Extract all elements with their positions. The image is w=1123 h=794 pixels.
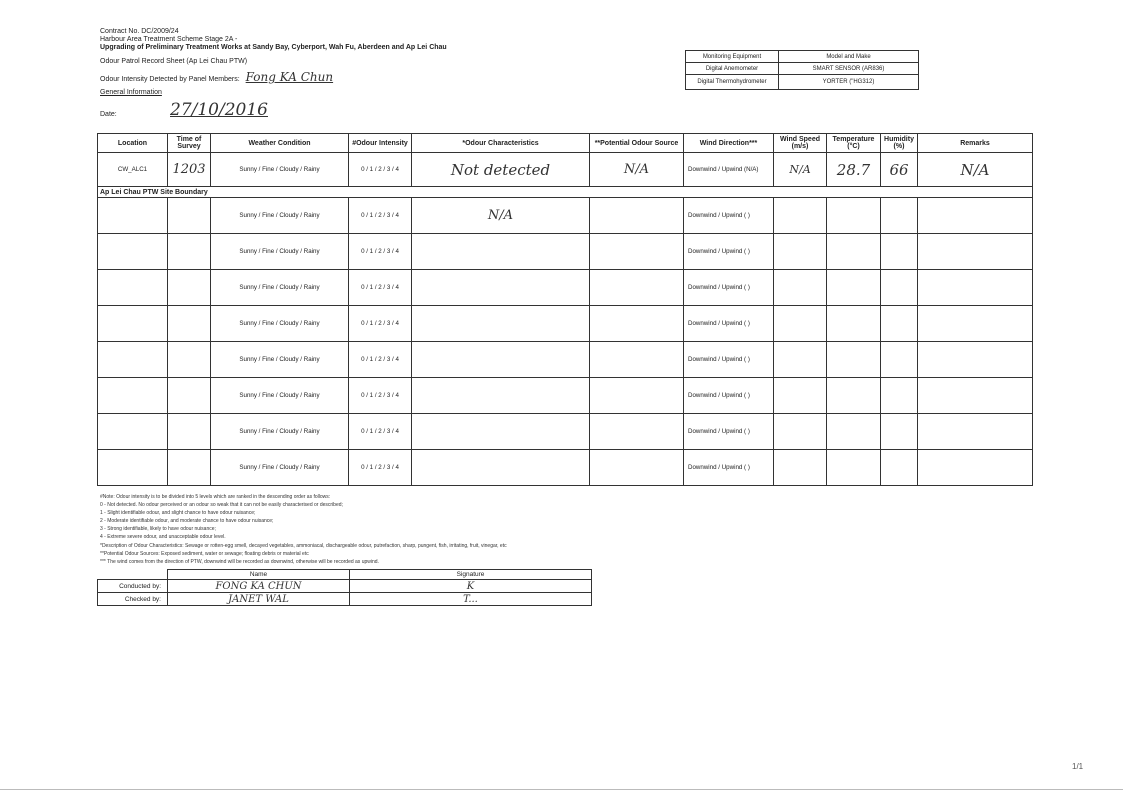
intensity-cell: 0 / 1 / 2 / 3 / 4 [349, 450, 412, 486]
intensity-cell: 0 / 1 / 2 / 3 / 4 [349, 378, 412, 414]
time-cell: 1203 [168, 153, 211, 187]
note-line: *** The wind comes from the direction of PTW, downwind will be recorded as downwind, otherwise will be recorded as upwind. [100, 558, 379, 565]
col-source: **Potential Odour Source [590, 134, 684, 153]
scheme-name: Harbour Area Treatment Scheme Stage 2A - [100, 36, 238, 43]
panel-members-value: Fong KA Chun [245, 70, 334, 84]
conducted-by-label: Conducted by: [98, 580, 168, 593]
project-title: Upgrading of Preliminary Treatment Works at Sandy Bay, Cyberport, Wah Fu, Aberdeen and Ap Lei Chau [100, 44, 447, 51]
weather-cell: Sunny / Fine / Cloudy / Rainy [211, 234, 349, 270]
note-line: 1 - Slight identifiable odour, and slight chance to have odour nuisance; [100, 510, 256, 517]
weather-cell: Sunny / Fine / Cloudy / Rainy [211, 270, 349, 306]
contract-number: Contract No. DC/2009/24 [100, 28, 179, 35]
note-line: 3 - Strong identifiable, likely to have odour nuisance; [100, 526, 216, 533]
col-speed: Wind Speed (m/s) [774, 134, 827, 153]
col-temperature: Temperature (°C) [827, 134, 881, 153]
weather-cell: Sunny / Fine / Cloudy / Rainy [211, 378, 349, 414]
location-cell: CW_ALC1 [98, 153, 168, 187]
note-line: #Note: Odour intensity is to be divided into 5 levels which are ranked in the descending order as follows: [100, 494, 331, 500]
weather-cell: Sunny / Fine / Cloudy / Rainy [211, 414, 349, 450]
direction-cell: Downwind / Upwind ( ) [684, 342, 774, 378]
table-row [98, 270, 1033, 306]
table-row [98, 378, 1033, 414]
date-label: Date: [100, 111, 117, 118]
sheet-title: Odour Patrol Record Sheet (Ap Lei Chau PTW) [100, 58, 248, 65]
direction-cell: Downwind / Upwind (N/A) [684, 153, 774, 187]
equipment-table [685, 50, 919, 90]
characteristics-cell [412, 270, 590, 306]
direction-cell: Downwind / Upwind ( ) [684, 234, 774, 270]
direction-cell: Downwind / Upwind ( ) [684, 450, 774, 486]
notes-block [100, 493, 507, 566]
characteristics-cell [412, 342, 590, 378]
signoff-table [97, 569, 592, 606]
table-row [98, 198, 1033, 234]
equipment-name: Digital Thermohydrometer [686, 75, 779, 90]
direction-cell: Downwind / Upwind ( ) [684, 270, 774, 306]
intensity-cell: 0 / 1 / 2 / 3 / 4 [349, 198, 412, 234]
intensity-cell: 0 / 1 / 2 / 3 / 4 [349, 414, 412, 450]
signature-header: Signature [350, 570, 592, 580]
checked-by-name: JANET WAL [168, 593, 350, 606]
characteristics-cell: Not detected [412, 153, 590, 187]
table-row [98, 342, 1033, 378]
note-line: 0 - Not detected. No odour perceived or an odour so weak that it can not be easily characterised or described; [100, 502, 343, 509]
col-intensity: #Odour Intensity [349, 134, 412, 153]
intensity-cell: 0 / 1 / 2 / 3 / 4 [349, 306, 412, 342]
col-direction: Wind Direction*** [684, 134, 774, 153]
note-line: 2 - Moderate identifiable odour, and moderate chance to have odour nuisance; [100, 518, 274, 525]
col-characteristics: *Odour Characteristics [412, 134, 590, 153]
characteristics-cell [412, 450, 590, 486]
remarks-cell: N/A [918, 153, 1033, 187]
source-cell: N/A [590, 153, 684, 187]
characteristics-cell [412, 234, 590, 270]
table-row [98, 153, 1033, 187]
weather-cell: Sunny / Fine / Cloudy / Rainy [211, 450, 349, 486]
humidity-cell: 66 [881, 153, 918, 187]
col-humidity: Humidity (%) [881, 134, 918, 153]
section-label: Ap Lei Chau PTW Site Boundary [98, 187, 1033, 198]
direction-cell: Downwind / Upwind ( ) [684, 306, 774, 342]
direction-cell: Downwind / Upwind ( ) [684, 378, 774, 414]
table-row [98, 450, 1033, 486]
page-number: 1/1 [1072, 762, 1084, 771]
col-location: Location [98, 134, 168, 153]
col-weather: Weather Condition [211, 134, 349, 153]
characteristics-cell: N/A [412, 198, 590, 234]
checked-by-label: Checked by: [98, 593, 168, 606]
conducted-by-signature: K [350, 580, 592, 593]
signoff-row [98, 593, 592, 606]
col-time: Time of Survey [168, 134, 211, 153]
intensity-cell: 0 / 1 / 2 / 3 / 4 [349, 342, 412, 378]
col-remarks: Remarks [918, 134, 1033, 153]
note-line: 4 - Extreme severe odour, and unacceptable odour level. [100, 534, 226, 541]
general-info-heading: General Information [100, 89, 162, 96]
panel-members-line [100, 71, 333, 85]
table-row [98, 414, 1033, 450]
checked-by-signature: T... [350, 593, 592, 606]
note-line: **Potential Odour Sources: Exposed sediment, water or sewage; floating debris or material etc [100, 550, 309, 557]
speed-cell: N/A [774, 153, 827, 187]
signoff-row [98, 580, 592, 593]
intensity-cell: 0 / 1 / 2 / 3 / 4 [349, 270, 412, 306]
equipment-model: SMART SENSOR (AR836) [779, 63, 919, 75]
characteristics-cell [412, 378, 590, 414]
name-header: Name [168, 570, 350, 580]
intensity-cell: 0 / 1 / 2 / 3 / 4 [349, 234, 412, 270]
note-line: *Description of Odour Characteristics: Sewage or rotten-egg smell, decayed vegetables, ammoniacal, dischargeable odour, putrefaction, sharp, pungent, fish, irritating, fruit, vinegar, etc [100, 542, 507, 549]
temperature-cell: 28.7 [827, 153, 881, 187]
weather-cell: Sunny / Fine / Cloudy / Rainy [211, 306, 349, 342]
table-row [98, 234, 1033, 270]
conducted-by-name: FONG KA CHUN [168, 580, 350, 593]
date-value: 27/10/2016 [170, 100, 268, 120]
weather-cell: Sunny / Fine / Cloudy / Rainy [211, 198, 349, 234]
intensity-cell: 0 / 1 / 2 / 3 / 4 [349, 153, 412, 187]
direction-cell: Downwind / Upwind ( ) [684, 414, 774, 450]
characteristics-cell [412, 306, 590, 342]
odour-record-table [97, 133, 1033, 486]
weather-cell: Sunny / Fine / Cloudy / Rainy [211, 153, 349, 187]
characteristics-cell [412, 414, 590, 450]
table-row [98, 306, 1033, 342]
direction-cell: Downwind / Upwind ( ) [684, 198, 774, 234]
weather-cell: Sunny / Fine / Cloudy / Rainy [211, 342, 349, 378]
model-header: Model and Make [779, 51, 919, 63]
equipment-header: Monitoring Equipment [686, 51, 779, 63]
scan-edge-line [0, 789, 1123, 790]
panel-members-label: Odour Intensity Detected by Panel Members: [100, 76, 240, 83]
equipment-model: YORTER ("HG312) [779, 75, 919, 90]
equipment-name: Digital Anemometer [686, 63, 779, 75]
